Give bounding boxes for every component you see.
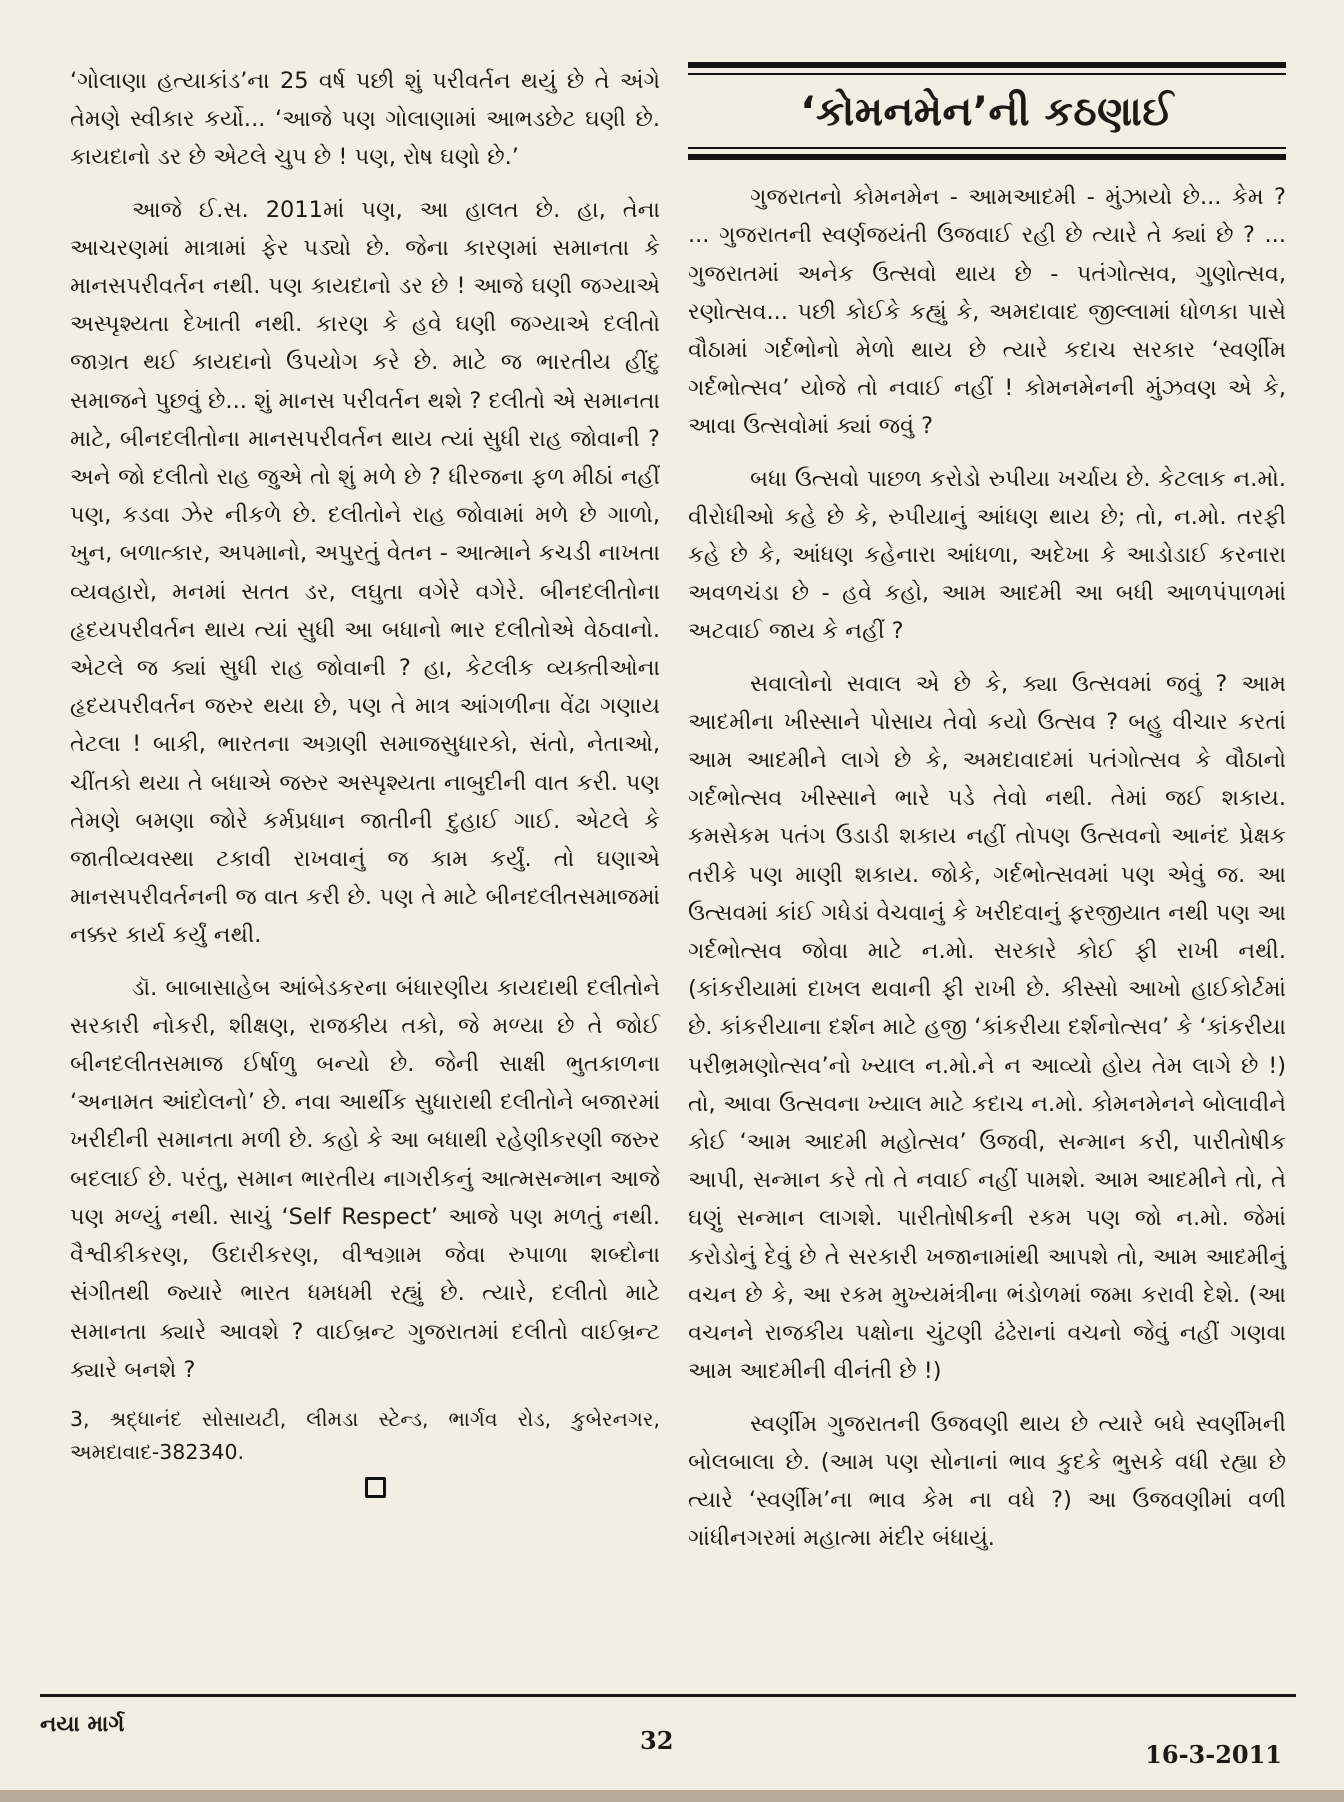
end-of-article-mark — [70, 1473, 660, 1511]
end-square-icon — [365, 1477, 386, 1498]
page-number: 32 — [640, 1726, 674, 1755]
heading-rule-bottom-thin — [688, 147, 1286, 149]
issue-date: 16-3-2011 — [1145, 1740, 1282, 1769]
publication-name: નયા માર્ગ — [40, 1712, 125, 1737]
left-column — [70, 62, 660, 1511]
article-title: ‘કોમનમેન’ની કઠણાઈ — [800, 89, 1174, 135]
right-paragraph-4: સ્વર્ણીમ ગુજરાતની ઉજવણી થાય છે ત્યારે બધે સ્વર્ણીમની બોલબાલા છે. (આમ પણ સોનાનાં ભાવ કુદકે ભુસકે વધી રહ્યા છે ત્યારે ‘સ્વર્ણીમ’ના ભાવ કેમ ના વધે ?) આ ઉજવણીમાં વળી ગાંધીનગરમાં મહાત્મા મંદીર બંધાયું. — [688, 1410, 1286, 1552]
left-paragraph-2: આજે ઈ.સ. 2011માં પણ, આ હાલત છે. હા, તેના આચરણમાં માત્રામાં ફેર પડ્યો છે. જેના કારણમાં સમાનતા કે માનસપરીવર્તન નથી. પણ કાયદાનો ડર છે ! આજે ઘણી જગ્યાએ અસ્પૃશ્યતા દેખાતી નથી. કારણ કે હવે ઘણી જગ્યાએ દલીતો જાગ્રત થઈ કાયદાનો ઉપયોગ કરે છે. માટે જ ભારતીય હીંદુ સમાજને પુછવું છે... શું માનસ પરીવર્તન થશે ? દલીતો એ સમાનતા માટે, બીનદલીતોના માનસપરીવર્તન થાય ત્યાં સુધી રાહ જોવાની ? અને જો દલીતો રાહ જુએ તો શું મળે છે ? ધીરજના ફળ મીઠાં નહીં પણ, કડવા ઝેર નીકળે છે. દલીતોને રાહ જોવામાં મળે છે ગાળો, ખુન, બળાત્કાર, અપમાનો, અપુરતું વેતન - આત્માને કચડી નાખતા વ્યવહારો, મનમાં સતત ડર, લઘુતા વગેરે વગેરે. બીનદલીતોના હૃદયપરીવર્તન થાય ત્યાં સુધી આ બધાનો ભાર દલીતોએ વેઠવાનો. એટલે જ ક્યાં સુધી રાહ જોવાની ? હા, કેટલીક વ્યક્તીઓના હૃદયપરીવર્તન જરુર થયા છે, પણ તે માત્ર આંગળીના વેંઢા ગણાય તેટલા ! બાકી, ભારતના અગ્રણી સમાજસુધારકો, સંતો, નેતાઓ, ચીંતકો થયા તે બધાએ જરુર અસ્પૃશ્યતા નાબુદીની વાત કરી. પણ તેમણે બમણા જોરે કર્મપ્રધાન જાતીની દુહાઈ ગાઈ. એટલે કે જાતીવ્યવસ્થા ટકાવી રાખવાનું જ કામ કર્યું. તો ઘણાએ માનસપરીવર્તનની જ વાત કરી છે. પણ તે માટે બીનદલીતસમાજમાં નક્કર કાર્ય કર્યું નથી. — [70, 196, 660, 949]
right-column — [688, 62, 1286, 1571]
article-heading-block — [688, 62, 1286, 160]
right-paragraph-1: ગુજરાતનો કોમનમેન - આમઆદમી - મુંઝાયો છે... કેમ ? ... ગુજરાતની સ્વર્ણજયંતી ઉજવાઈ રહી છે ત્યારે તે ક્યાં છે ? ... ગુજરાતમાં અનેક ઉત્સવો થાય છે - પતંગોત્સવ, ગુણોત્સવ, રણોત્સવ... પછી કોઈકે કહ્યું કે, અમદાવાદ જીલ્લામાં ધોળકા પાસે વૌઠામાં ગર્દભોનો મેળો થાય છે ત્યારે કદાચ સરકાર ‘સ્વર્ણીમ ગર્દભોત્સવ’ યોજે તો નવાઈ નહીં ! કોમનમેનની મુંઝવણ એ કે, આવા ઉત્સવોમાં ક્યાં જવું ? — [688, 184, 1286, 440]
left-paragraph-3: ડૉ. બાબાસાહેબ આંબેડકરના બંધારણીય કાયદાથી દલીતોને સરકારી નોકરી, શીક્ષણ, રાજકીય તકો, જે મળ્યા છે તે જોઈ બીનદલીતસમાજ ઈર્ષાળુ બન્યો છે. જેની સાક્ષી ભુતકાળના ‘અનામત આંદોલનો’ છે. નવા આર્થીક સુધારાથી દલીતોને બજારમાં ખરીદીની સમાનતા મળી છે. કહો કે આ બધાથી રહેણીકરણી જરુર બદલાઈ છે. પરંતુ, સમાન ભારતીય નાગરીકનું આત્મસન્માન આજે પણ મળ્યું નથી. સાચું ‘Self Respect’ આજે પણ મળતું નથી. વૈશ્વીકીકરણ, ઉદારીકરણ, વીશ્વગ્રામ જેવા રુપાળા શબ્દોના સંગીતથી જ્યારે ભારત ધમધમી રહ્યું છે. ત્યારે, દલીતો માટે સમાનતા ક્યારે આવશે ? વાઈબ્રન્ટ ગુજરાતમાં દલીતો વાઈબ્રન્ટ ક્યારે બનશે ? — [70, 974, 660, 1383]
left-paragraph-1: ‘ગોલાણા હત્યાકાંડ’ના 25 વર્ષ પછી શું પરીવર્તન થયું છે તે અંગે તેમણે સ્વીકાર કર્યો... ‘આજે પણ ગોલાણામાં આભડછેટ ઘણી છે. કાયદાનો ડર છે એટલે ચુપ છે ! પણ, રોષ ઘણો છે.’ — [70, 68, 660, 171]
scan-bottom-edge — [0, 1790, 1344, 1802]
heading-rule-bottom-thick — [688, 154, 1286, 160]
footer-rule — [40, 1694, 1296, 1697]
author-address: 3, શ્રદ્ધાનંદ સોસાયટી, લીમડા સ્ટેન્ડ, ભાર્ગવ રોડ, કુબેરનગર, અમદાવાદ-382340. — [70, 1406, 660, 1464]
right-paragraph-2: બધા ઉત્સવો પાછળ કરોડો રુપીયા ખર્ચાય છે. કેટલાક ન.મો. વીરોધીઓ કહે છે કે, રુપીયાનું આંધણ થાય છે; તો, ન.મો. તરફી કહે છે કે, આંધણ કહેનારા આંધળા, અદેખા કે આડોડાઈ કરનારા અવળચંડા છે - હવે કહો, આમ આદમી આ બધી આળપંપાળમાં અટવાઈ જાય કે નહીં ? — [688, 465, 1286, 645]
heading-rule-top-thick — [688, 62, 1286, 68]
right-paragraph-3: સવાલોનો સવાલ એ છે કે, ક્યા ઉત્સવમાં જવું ? આમ આદમીના ખીસ્સાને પોસાય તેવો કયો ઉત્સવ ? બહુ વીચાર કરતાં આમ આદમીને લાગે છે કે, અમદાવાદમાં પતંગોત્સવ કે વૌઠાનો ગર્દભોત્સવ ખીસ્સાને ભારે પડે તેવો નથી. તેમાં જઈ શકાય. કમસેકમ પતંગ ઉડાડી શકાય નહીં તોપણ ઉત્સવનો આનંદ પ્રેક્ષક તરીકે પણ માણી શકાય. જોકે, ગર્દભોત્સવમાં પણ એવું જ. આ ઉત્સવમાં કાંઈ ગધેડાં વેચવાનું કે ખરીદવાનું ફરજીયાત નથી પણ આ ગર્દભોત્સવ જોવા માટે ન.મો. સરકારે કોઈ ફી રાખી નથી. (કાંકરીયામાં દાખલ થવાની ફી રાખી છે. કીસ્સો આખો હાઈકોર્ટમાં છે. કાંકરીયાના દર્શન માટે હજી ‘કાંકરીયા દર્શનોત્સવ’ કે ‘કાંકરીયા પરીભ્રમણોત્સવ’નો ખ્યાલ ન.મો.ને ન આવ્યો હોય તેમ લાગે છે !) તો, આવા ઉત્સવના ખ્યાલ માટે કદાચ ન.મો. કોમનમેનને બોલાવીને કોઈ ‘આમ આદમી મહોત્સવ’ ઉજવી, સન્માન કરી, પારીતોષીક આપી, સન્માન કરે તો તે નવાઈ નહીં પામશે. આમ આદમીને તો, તે ઘણું સન્માન લાગશે. પારીતોષીકની રકમ પણ જો ન.મો. જેમાં કરોડોનું દેવું છે તે સરકારી ખજાનામાંથી આપશે તો, આમ આદમીનું વચન છે કે, આ રકમ મુખ્યમંત્રીના ભંડોળમાં જમા કરાવી દેશે. (આ વચનને રાજકીય પક્ષોના ચુંટણી ઢંઢેરાનાં વચનો જેવું નહીં ગણવા આમ આદમીની વીનંતી છે !) — [688, 670, 1286, 1385]
